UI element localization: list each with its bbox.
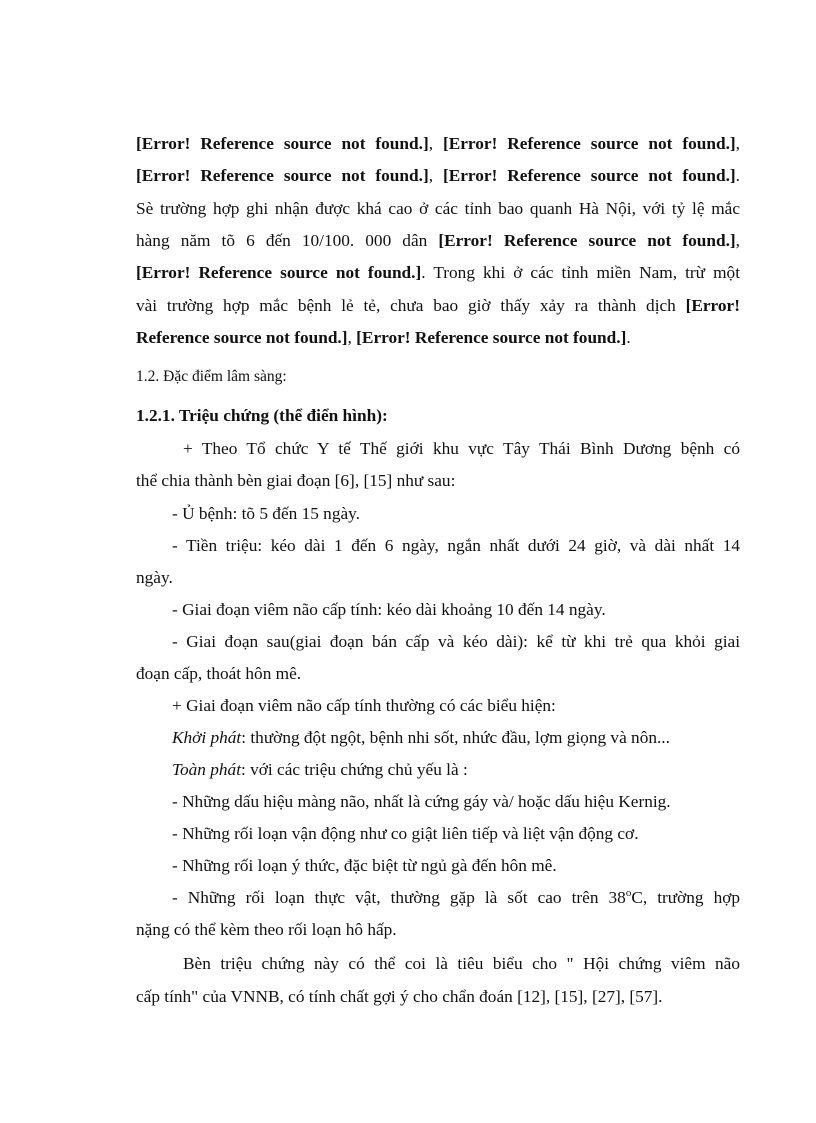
reference-error: [Error! bbox=[685, 296, 740, 315]
text-line: [Error! Reference source not found.], [Error! Reference source not found.]. bbox=[136, 166, 740, 185]
text-line: ngày. bbox=[136, 568, 173, 587]
text-line: [Error! Reference source not found.], [Error! Reference source not found.], bbox=[136, 134, 740, 153]
text-line: Reference source not found.], [Error! Reference source not found.]. bbox=[136, 328, 631, 347]
reference-error: [Error! Reference source not found.] bbox=[136, 263, 422, 282]
text-line: hàng năm tõ 6 đến 10/100. 000 dân [Error! Reference source not found.], bbox=[136, 231, 740, 250]
list-item: - Những rối loạn ý thức, đặc biệt từ ngủ gà đến hôn mê. bbox=[172, 856, 557, 875]
reference-error: [Error! Reference source not found.] bbox=[442, 166, 736, 185]
text-line: nặng có thể kèm theo rối loạn hô hấp. bbox=[136, 920, 397, 939]
list-item: - Những dấu hiệu màng não, nhất là cứng gáy và/ hoặc dấu hiệu Kernig. bbox=[172, 792, 671, 811]
list-item: - Những rối loạn vận động như co giật liên tiếp và liệt vận động cơ. bbox=[172, 824, 639, 843]
onset-label: Khởi phát bbox=[172, 728, 242, 747]
text-line: đoạn cấp, thoát hôn mê. bbox=[136, 664, 302, 683]
reference-error: Reference source not found.] bbox=[136, 328, 348, 347]
list-item: - Những rối loạn thực vật, thường gặp là sốt cao trên 38$^o$C, trường hợp bbox=[172, 887, 740, 907]
reference-error: [Error! Reference source not found.] bbox=[136, 134, 429, 153]
text-line: vài trường hợp mắc bệnh lẻ tẻ, chưa bao giờ thấy xảy ra thành dịch [Error! bbox=[136, 296, 740, 315]
text-line: Toàn phát: với các triệu chứng chủ yếu là : bbox=[172, 760, 468, 779]
text-line: thể chia thành bèn giai đoạn [6], [15] như sau: bbox=[136, 471, 456, 490]
text-line: Khởi phát: thường đột ngột, bệnh nhi sốt, nhức đầu, lợm giọng và nôn... bbox=[172, 728, 670, 747]
reference-error: [Error! Reference source not found.] bbox=[136, 166, 429, 185]
text-line: + Giai đoạn viêm não cấp tính thường có các biểu hiện: bbox=[172, 696, 556, 715]
reference-error: [Error! Reference source not found.] bbox=[438, 231, 736, 250]
text-line: Bèn triệu chứng này có thể coi là tiêu biểu cho " Hội chứng viêm não bbox=[183, 954, 740, 973]
reference-error: [Error! Reference source not found.] bbox=[442, 134, 736, 153]
full-onset-label: Toàn phát bbox=[172, 760, 241, 779]
list-item: - Tiền triệu: kéo dài 1 đến 6 ngày, ngắn nhất dưới 24 giờ, và dài nhất 14 bbox=[172, 536, 740, 555]
text-line: + Theo Tổ chức Y tế Thế giới khu vực Tây Thái Bình Dương bệnh có bbox=[183, 439, 740, 458]
text-line: Sè trường hợp ghi nhận được khá cao ở các tỉnh bao quanh Hà Nội, với tỷ lệ mắc bbox=[136, 199, 740, 218]
text-line: cấp tính" của VNNB, có tính chất gợi ý cho chẩn đoán [12], [15], [27], [57]. bbox=[136, 987, 663, 1006]
list-item: - Giai đoạn viêm não cấp tính: kéo dài khoảng 10 đến 14 ngày. bbox=[172, 600, 606, 619]
list-item: - Giai đoạn sau(giai đoạn bán cấp và kéo dài): kể từ khi trẻ qua khỏi giai bbox=[172, 632, 740, 651]
list-item: - Ủ bệnh: tõ 5 đến 15 ngày. bbox=[172, 504, 360, 523]
subsection-heading: 1.2.1. Triệu chứng (thể điển hình): bbox=[136, 406, 388, 425]
reference-error: [Error! Reference source not found.] bbox=[356, 328, 627, 347]
section-heading: 1.2. Đặc điểm lâm sàng: bbox=[136, 368, 287, 385]
text-line: [Error! Reference source not found.]. Trong khi ở các tỉnh miền Nam, trừ một bbox=[136, 263, 741, 282]
